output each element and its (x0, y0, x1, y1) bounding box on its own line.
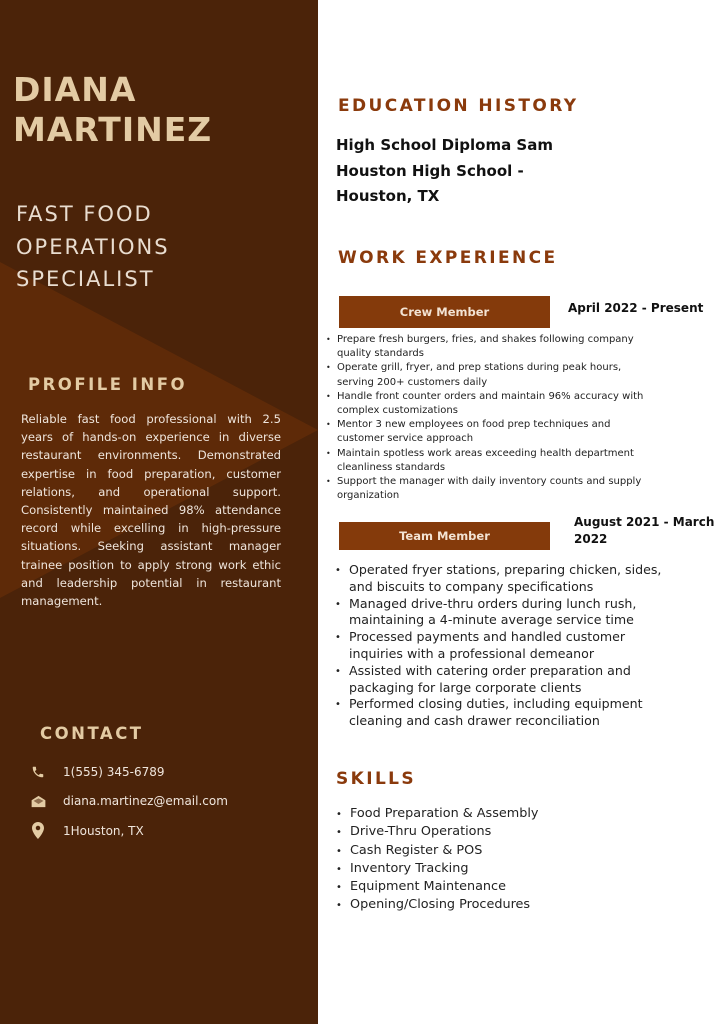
name-last: MARTINEZ (13, 110, 213, 149)
skill-item: • Equipment Maintenance (336, 878, 538, 896)
contact-email (28, 787, 228, 817)
job-bullet-list (334, 562, 674, 730)
envelope-icon (28, 791, 48, 811)
candidate-name (13, 70, 212, 150)
education-line: Houston High School - (336, 161, 524, 180)
list-item: • Prepare fresh burgers, fries, and shakes following company quality standards (324, 333, 644, 361)
contact-list (28, 757, 228, 846)
education-heading: EDUCATION HISTORY (338, 96, 579, 116)
education-line: Houston, TX (336, 187, 440, 205)
job-title (16, 198, 170, 296)
profile-summary: Reliable fast food professional with 2.5 years of hands-on experience in diverse restaurant environments. Demonstrated expertise in food preparation, customer relations, and operational support. Consistently maintained 98% attendance record while excelling in high-pressure situations. Seeking assistant manager trainee position to apply strong work ethic and leadership potential in restaurant management. (21, 412, 281, 609)
skill-item: • Drive-Thru Operations (336, 823, 538, 841)
sidebar (0, 0, 318, 1024)
location-pin-icon (28, 821, 48, 841)
list-item: • Managed drive-thru orders during lunch rush, maintaining a 4-minute average service time (334, 596, 674, 630)
job-dates: April 2022 - Present (568, 301, 704, 315)
list-item: • Operated fryer stations, preparing chicken, sides, and biscuits to company specifications (334, 562, 674, 596)
name-first: DIANA (13, 70, 137, 109)
skill-item: • Food Preparation & Assembly (336, 805, 538, 823)
job-title-badge: Team Member (339, 522, 550, 550)
contact-heading: CONTACT (40, 724, 144, 743)
profile-heading: PROFILE INFO (28, 375, 188, 394)
job-title-line: OPERATIONS (16, 234, 170, 259)
list-item: • Handle front counter orders and maintain 96% accuracy with complex customizations (324, 390, 644, 418)
skills-list (336, 805, 538, 915)
job-bullet-list (324, 333, 644, 503)
phone-icon (28, 762, 48, 782)
skill-item: • Inventory Tracking (336, 860, 538, 878)
email-address[interactable]: diana.martinez@email.com (63, 794, 228, 809)
contact-location (28, 816, 228, 846)
contact-phone (28, 757, 228, 787)
list-item: • Performed closing duties, including equipment cleaning and cash drawer reconciliation (334, 696, 674, 730)
skill-item: • Cash Register & POS (336, 842, 538, 860)
work-experience-heading: WORK EXPERIENCE (338, 248, 558, 268)
list-item: • Support the manager with daily inventory counts and supply organization (324, 475, 644, 503)
education-line: High School Diploma Sam (336, 136, 553, 154)
job-title-line: SPECIALIST (16, 267, 155, 291)
job-title-badge: Crew Member (339, 296, 550, 328)
phone-number[interactable]: 1(555) 345-6789 (63, 764, 165, 779)
list-item: • Maintain spotless work areas exceeding health department cleanliness standards (324, 447, 644, 475)
education-entry (336, 133, 596, 210)
list-item: • Mentor 3 new employees on food prep techniques and customer service approach (324, 418, 644, 446)
list-item: • Assisted with catering order preparation and packaging for large corporate clients (334, 663, 674, 697)
list-item: • Processed payments and handled customer inquiries with a professional demeanor (334, 629, 674, 663)
list-item: • Operate grill, fryer, and prep stations during peak hours, serving 200+ customers daily (324, 361, 644, 389)
location: 1Houston, TX (63, 823, 144, 838)
skill-item: • Opening/Closing Procedures (336, 896, 538, 914)
skills-heading: SKILLS (336, 769, 417, 789)
job-title-line: FAST FOOD (16, 202, 153, 226)
job-dates: August 2021 - March 2022 (574, 515, 715, 546)
